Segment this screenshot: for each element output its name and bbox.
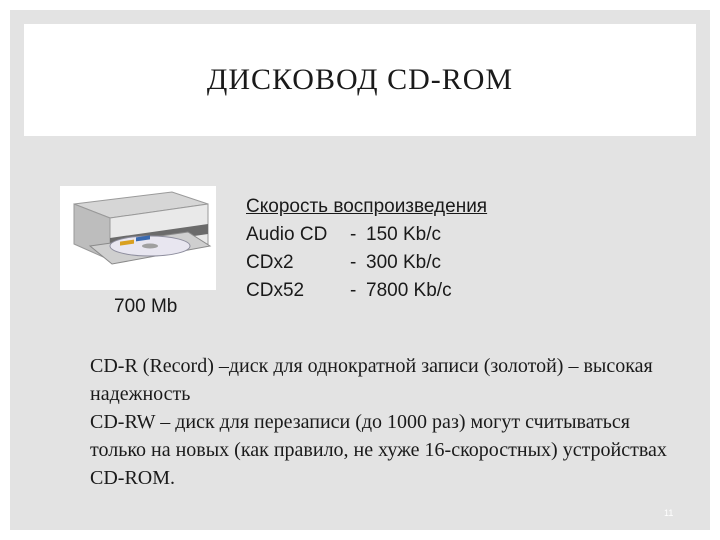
cdrom-drive-image — [60, 186, 216, 290]
speed-name: CDx2 — [246, 252, 294, 273]
speed-row — [246, 221, 487, 249]
body-text — [90, 352, 686, 492]
speed-name: CDx52 — [246, 280, 305, 301]
image-caption: 700 Mb — [114, 296, 178, 317]
paragraph-cd-rw: CD-RW – диск для перезаписи (до 1000 раз) могут считываться только на новых (как правило, не хуже 16-скоростных) устройствах CD-ROM. — [90, 411, 667, 489]
speed-heading: Скорость воспроизведения — [246, 196, 488, 217]
speed-dash: - — [350, 224, 357, 245]
slide-title: ДИСКОВОД CD-ROM — [206, 63, 514, 96]
speed-dash: - — [350, 280, 357, 301]
speed-value: 150 Kb/c — [366, 224, 441, 245]
speed-row — [246, 277, 487, 305]
speed-value: 7800 Kb/c — [366, 280, 452, 301]
slide — [10, 10, 710, 530]
speed-value: 300 Kb/c — [366, 252, 441, 273]
paragraph-cd-r: CD-R (Record) –диск для однократной записи (золотой) – высокая надежность — [90, 355, 653, 405]
page-number: 11 — [664, 508, 674, 518]
speed-dash: - — [350, 252, 357, 273]
speed-block — [246, 193, 487, 305]
speed-row — [246, 249, 487, 277]
title-box — [24, 24, 696, 136]
speed-name: Audio CD — [246, 224, 328, 245]
